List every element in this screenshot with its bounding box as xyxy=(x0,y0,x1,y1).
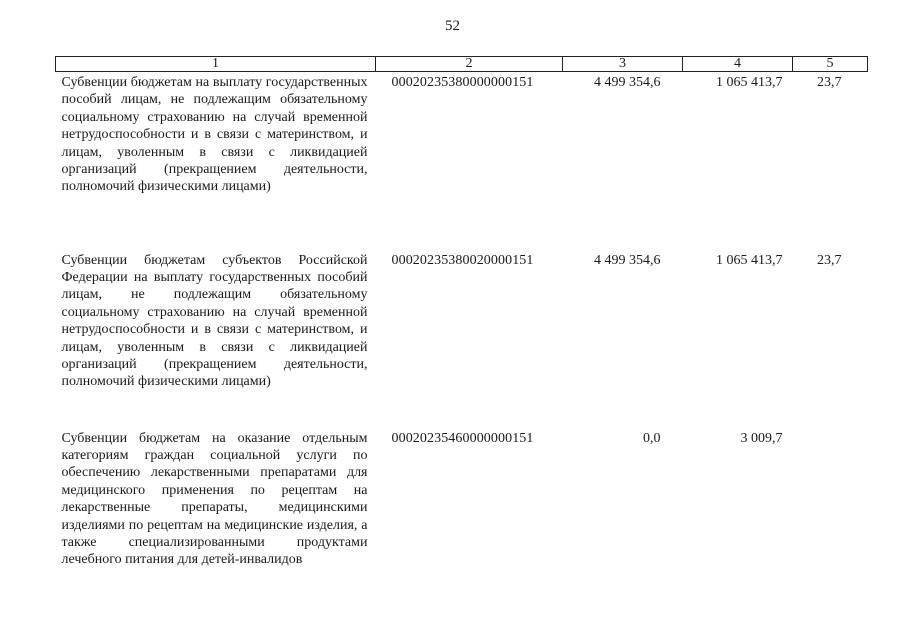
table-header-row xyxy=(56,57,868,72)
row-value-col3: 0,0 xyxy=(643,430,661,446)
row-value-col4: 1 065 413,7 xyxy=(716,252,783,268)
row-value-col3: 4 499 354,6 xyxy=(594,252,661,268)
header-col-4: 4 xyxy=(683,57,793,72)
header-col-5: 5 xyxy=(793,57,868,72)
page-number: 52 xyxy=(445,18,460,34)
header-col-2: 2 xyxy=(376,57,563,72)
table-row xyxy=(56,430,868,590)
header-col-3: 3 xyxy=(563,57,683,72)
row-budget-code: 00020235380020000151 xyxy=(391,252,534,268)
row-value-col4: 3 009,7 xyxy=(740,430,783,446)
budget-table-container xyxy=(55,56,867,590)
row-value-col5: 23,7 xyxy=(817,75,842,90)
table-row xyxy=(56,72,868,252)
header-col-1: 1 xyxy=(56,57,376,72)
row-value-col3: 4 499 354,6 xyxy=(594,75,661,90)
row-description: Субвенции бюджетам на выплату государственных пособий лицам, не подлежащим обязательному социальному страхованию на случай временной нетрудоспособности и в связи с материнством, и лицам, уволенным в связи с ликвидацией организаций (прекращением деятельности, полномочий физическими лицами) xyxy=(61,75,368,195)
row-description: Субвенции бюджетам субъектов Российской Федерации на выплату государственных пособий лицам, не подлежащим обязательному социальному страхованию на случай временной нетрудоспособности и в связи с материнством, и лицам, уволенным в связи с ликвидацией организаций (прекращением деятельности, полномочий физическими лицами) xyxy=(61,252,368,390)
row-value-col5 xyxy=(793,430,868,590)
row-value-col5: 23,7 xyxy=(817,252,842,268)
row-description: Субвенции бюджетам на оказание отдельным категориям граждан социальной услуги по обеспечению лекарственными препаратами для медицинского применения по рецептам на лекарственные препараты, медицинскими изделиями по рецептам на медицинские изделия, а также специализированными продуктами лечебного питания для детей-инвалидов xyxy=(61,430,368,568)
row-budget-code: 00020235380000000151 xyxy=(391,75,534,90)
table-row xyxy=(56,252,868,430)
budget-table xyxy=(55,56,868,590)
row-budget-code: 00020235460000000151 xyxy=(391,430,534,446)
row-value-col4: 1 065 413,7 xyxy=(716,75,783,90)
